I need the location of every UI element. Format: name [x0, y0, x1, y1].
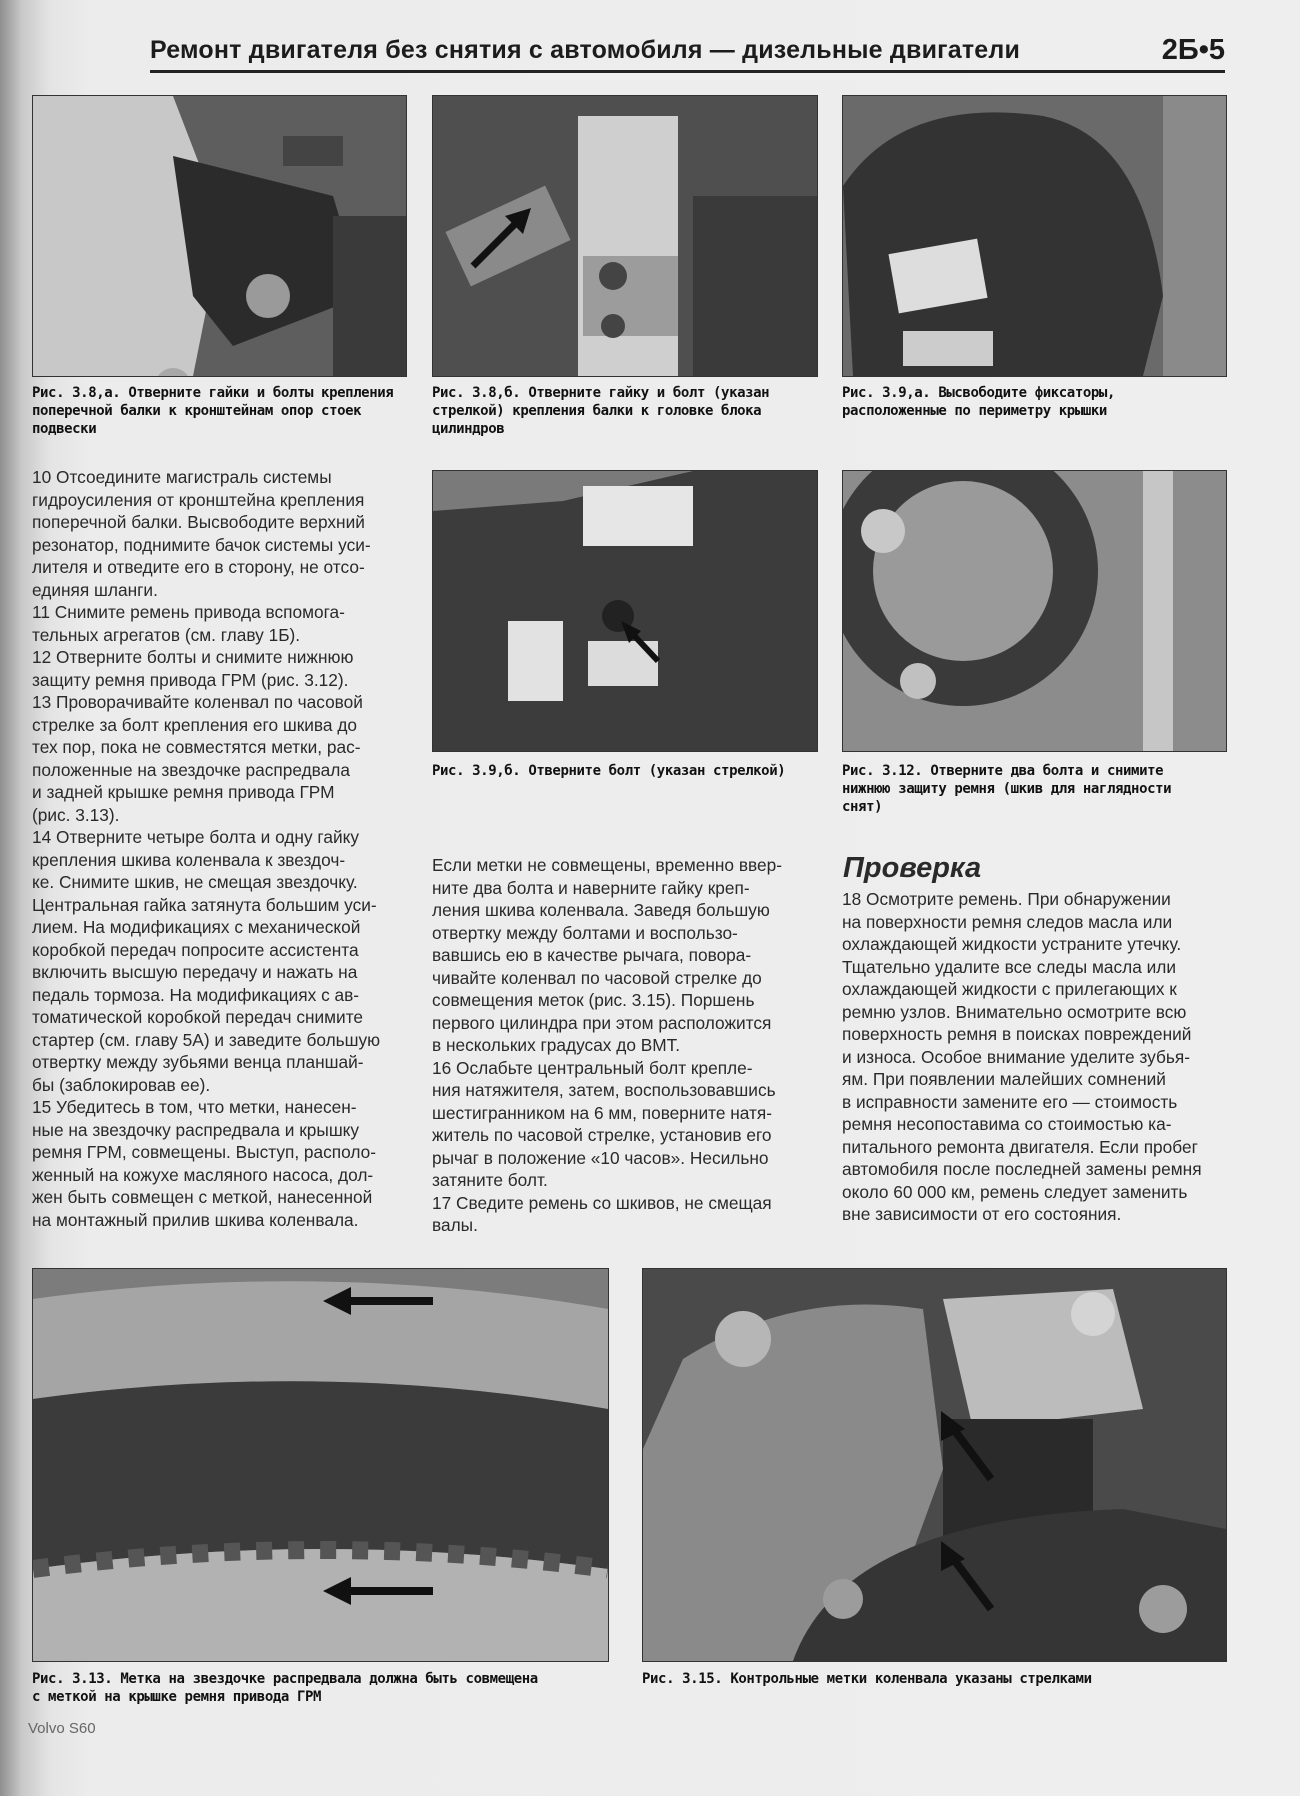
- text-column-3: [842, 888, 1227, 1226]
- text-line: ния натяжителя, затем, воспользовавшись: [432, 1080, 776, 1100]
- text-line: 12 Отверните болты и снимите нижнюю: [32, 647, 354, 667]
- text-column-2: [432, 854, 817, 1237]
- text-line: томатической коробкой передач снимите: [32, 1007, 364, 1027]
- text-line: Тщательно удалите все следы масла или: [842, 956, 1176, 977]
- footer-model: Volvo S60: [28, 1720, 96, 1737]
- text-line: охлаждающей жидкости с прилегающих к: [842, 979, 1177, 999]
- caption-fig-3-8a: [32, 384, 393, 438]
- text-line: шестигранником на 6 мм, поверните натя-: [432, 1102, 773, 1123]
- text-line: 18 Осмотрите ремень. При обнаружении: [842, 889, 1171, 909]
- text-line: ремня ГРМ, совмещены. Выступ, располо-: [32, 1142, 377, 1162]
- text-line: отвертку между зубьями венца планшай-: [32, 1052, 364, 1072]
- text-line: 10 Отсоедините магистраль системы: [32, 467, 332, 487]
- caption-line: подвески: [32, 421, 97, 437]
- caption-line: с меткой на крышке ремня привода ГРМ: [32, 1689, 322, 1705]
- caption-line: цилиндров: [432, 421, 505, 437]
- chapter-title: Ремонт двигателя без снятия с автомобиля — дизельные двигатели: [150, 36, 1021, 64]
- text-line: гидроусиления от кронштейна крепления: [32, 489, 365, 510]
- text-line: Если метки не совмещены, временно ввер-: [432, 855, 782, 875]
- page-number: 2Б•5: [1161, 34, 1225, 66]
- text-line: затяните болт.: [432, 1170, 548, 1190]
- photo-fig-3-8b: [432, 95, 818, 377]
- text-line: вавшись ею в качестве рычага, повора-: [432, 945, 752, 965]
- text-line: 17 Сведите ремень со шкивов, не смещая: [432, 1192, 772, 1213]
- caption-fig-3-13: [32, 1670, 538, 1706]
- text-line: 15 Убедитесь в том, что метки, нанесен-: [32, 1097, 357, 1117]
- text-line: стрелке за болт крепления его шкива до: [32, 714, 358, 735]
- text-line: отвертку между болтами и воспользо-: [432, 922, 738, 943]
- text-line: лителя и отведите его в сторону, не отсо-: [32, 557, 365, 577]
- section-title: Проверка: [843, 852, 982, 884]
- text-line: тех пор, пока не совместятся метки, рас-: [32, 737, 361, 757]
- text-line: чивайте коленвал по часовой стрелке до: [432, 967, 762, 988]
- caption-line: Рис. 3.9,б. Отверните болт (указан стрелкой): [432, 763, 786, 779]
- photo-fig-3-8a: [32, 95, 407, 377]
- caption-line: нижнюю защиту ремня (шкив для наглядности: [842, 781, 1172, 797]
- text-line: 13 Проворачивайте коленвал по часовой: [32, 692, 363, 712]
- text-line: рычаг в положение «10 часов». Несильно: [432, 1147, 769, 1168]
- caption-line: стрелкой) крепления балки к головке блока: [432, 403, 762, 419]
- text-line: педаль тормоза. На модификациях с ав-: [32, 984, 360, 1005]
- text-line: вне зависимости от его состояния.: [842, 1204, 1122, 1224]
- caption-line: Рис. 3.12. Отверните два болта и снимите: [842, 763, 1164, 779]
- text-line: Центральная гайка затянута большим уси-: [32, 894, 377, 915]
- text-line: в нескольких градусах до ВМТ.: [432, 1035, 681, 1055]
- text-line: автомобиля после последней замены ремня: [842, 1159, 1202, 1179]
- caption-fig-3-9b: [432, 762, 785, 780]
- text-line: ления шкива коленвала. Заведя большую: [432, 900, 770, 920]
- text-line: крепления шкива коленвала к звездоч-: [32, 849, 346, 870]
- text-line: питального ремонта двигателя. Если пробег: [842, 1136, 1198, 1157]
- text-line: поперечной балки. Высвободите верхний: [32, 512, 365, 532]
- text-line: тельных агрегатов (см. главу 1Б).: [32, 624, 301, 645]
- caption-fig-3-12: [842, 762, 1171, 816]
- caption-line: Рис. 3.15. Контрольные метки коленвала указаны стрелками: [642, 1671, 1092, 1687]
- text-line: жен быть совмещен с меткой, нанесенной: [32, 1187, 373, 1207]
- text-line: лием. На модификациях с механической: [32, 917, 361, 937]
- text-line: в исправности замените его — стоимость: [842, 1091, 1178, 1112]
- text-line: охлаждающей жидкости устраните утечку.: [842, 934, 1182, 954]
- text-line: ям. При появлении малейших сомнений: [842, 1069, 1166, 1089]
- caption-line: поперечной балки к кронштейнам опор стоек: [32, 403, 362, 419]
- caption-line: Рис. 3.8,б. Отверните гайку и болт (указан: [432, 385, 770, 401]
- text-line: житель по часовой стрелке, установив его: [432, 1125, 772, 1145]
- text-line: (рис. 3.13).: [32, 804, 120, 825]
- text-line: единяя шланги.: [32, 579, 158, 600]
- text-line: коробкой передач попросите ассистента: [32, 939, 359, 960]
- text-line: ремня несопоставима со стоимостью ка-: [842, 1114, 1172, 1134]
- photo-fig-3-15: [642, 1268, 1227, 1662]
- text-column-1: [32, 466, 407, 1231]
- text-line: 11 Снимите ремень привода вспомога-: [32, 602, 345, 622]
- text-line: 14 Отверните четыре болта и одну гайку: [32, 827, 360, 847]
- caption-fig-3-15: [642, 1670, 1092, 1688]
- photo-fig-3-12: [842, 470, 1227, 752]
- text-line: около 60 000 км, ремень следует заменить: [842, 1181, 1188, 1202]
- text-line: 16 Ослабьте центральный болт крепле-: [432, 1057, 753, 1078]
- text-line: первого цилиндра при этом расположится: [432, 1012, 772, 1033]
- photo-fig-3-9b: [432, 470, 818, 752]
- text-line: защиту ремня привода ГРМ (рис. 3.12).: [32, 669, 349, 690]
- caption-line: Рис. 3.13. Метка на звездочке распредвала должна быть совмещена: [32, 1671, 538, 1687]
- caption-fig-3-8b: [432, 384, 769, 438]
- text-line: совмещения меток (рис. 3.15). Поршень: [432, 990, 755, 1010]
- text-line: валы.: [432, 1215, 478, 1235]
- page-header: [150, 34, 1225, 73]
- text-line: поверхность ремня в поисках повреждений: [842, 1024, 1192, 1044]
- text-line: резонатор, поднимите бачок системы уси-: [32, 534, 371, 555]
- text-line: положенные на звездочке распредвала: [32, 759, 350, 780]
- text-line: ремню узлов. Внимательно осмотрите всю: [842, 1001, 1187, 1022]
- photo-fig-3-9a: [842, 95, 1227, 377]
- photo-fig-3-13: [32, 1268, 609, 1662]
- text-line: ные на звездочку распредвала и крышку: [32, 1119, 360, 1140]
- text-line: и задней крышке ремня привода ГРМ: [32, 782, 335, 802]
- caption-fig-3-9a: [842, 384, 1115, 420]
- caption-line: Рис. 3.8,а. Отверните гайки и болты крепления: [32, 385, 394, 401]
- text-line: включить высшую передачу и нажать на: [32, 962, 358, 982]
- caption-line: снят): [842, 799, 883, 815]
- text-line: бы (заблокировав ее).: [32, 1074, 211, 1095]
- text-line: на монтажный прилив шкива коленвала.: [32, 1209, 359, 1230]
- text-line: на поверхности ремня следов масла или: [842, 911, 1173, 932]
- text-line: ке. Снимите шкив, не смещая звездочку.: [32, 872, 358, 892]
- text-line: ните два болта и наверните гайку креп-: [432, 877, 750, 898]
- text-line: женный на кожухе масляного насоса, дол-: [32, 1164, 374, 1185]
- text-line: и износа. Особое внимание уделите зубья-: [842, 1046, 1190, 1067]
- caption-line: расположенные по периметру крышки: [842, 403, 1107, 419]
- text-line: стартер (см. главу 5А) и заведите большую: [32, 1029, 381, 1050]
- caption-line: Рис. 3.9,а. Высвободите фиксаторы,: [842, 385, 1115, 401]
